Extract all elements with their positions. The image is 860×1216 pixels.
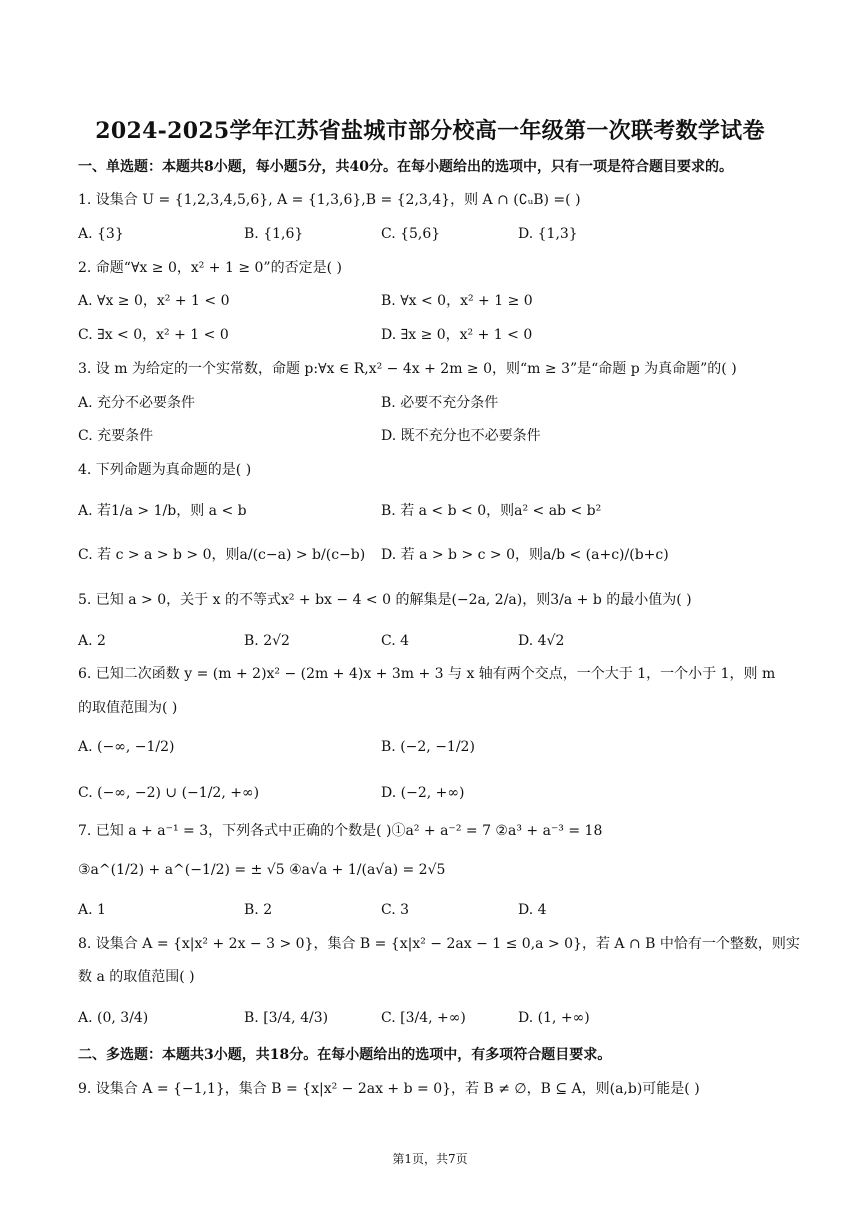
section-multiple-choice-header: 二、多选题：本题共3小题，共18分。在每小题给出的选项中，有多项符合题目要求。	[78, 1047, 612, 1063]
question-6-stem-line-1: 6. 已知二次函数 y = (m + 2)x² − (2m + 4)x + 3m + 3 与 x 轴有两个交点，一个大于 1，一个小于 1，则 m	[78, 666, 776, 682]
question-7-option-c: C. 3	[381, 902, 410, 918]
question-8-option-c: C. [3/4, +∞)	[381, 1010, 466, 1026]
question-5-option-d: D. 4√2	[518, 633, 565, 649]
question-7-stem-line-1: 7. 已知 a + a⁻¹ = 3，下列各式中正确的个数是( )①a² + a⁻² = 7 ②a³ + a⁻³ = 18	[78, 823, 603, 839]
question-3-stem: 3. 设 m 为给定的一个实常数，命题 p:∀x ∈ R,x² − 4x + 2m ≥ 0，则“m ≥ 3”是“命题 p 为真命题”的( )	[78, 361, 737, 377]
question-4-option-c: C. 若 c > a > b > 0，则a/(c−a) > b/(c−b)	[78, 547, 366, 563]
question-6-option-a: A. (−∞, −1/2)	[78, 739, 175, 755]
question-2-option-c: C. ∃x < 0，x² + 1 < 0	[78, 327, 229, 343]
question-2-stem: 2. 命题“∀x ≥ 0，x² + 1 ≥ 0”的否定是( )	[78, 260, 342, 276]
question-6-option-b: B. (−2, −1/2)	[381, 739, 475, 755]
question-4-option-b: B. 若 a < b < 0，则a² < ab < b²	[381, 503, 602, 519]
question-8-stem-line-2: 数 a 的取值范围( )	[78, 969, 195, 985]
question-5-option-b: B. 2√2	[244, 633, 290, 649]
question-3-option-c: C. 充要条件	[78, 428, 154, 444]
question-2-option-a: A. ∀x ≥ 0，x² + 1 < 0	[78, 293, 230, 309]
question-1-option-d: D. {1,3}	[518, 226, 578, 242]
page-title: 2024-2025学年江苏省盐城市部分校高一年级第一次联考数学试卷	[95, 118, 765, 144]
page-footer: 第1页，共7页	[392, 1152, 468, 1166]
question-1-stem: 1. 设集合 U = {1,2,3,4,5,6}, A = {1,3,6},B = {2,3,4}，则 A ∩ (∁ᵤB) =( )	[78, 192, 581, 208]
question-6-stem-line-2: 的取值范围为( )	[78, 700, 178, 716]
question-2-option-b: B. ∀x < 0，x² + 1 ≥ 0	[381, 293, 533, 309]
question-1-option-c: C. {5,6}	[381, 226, 441, 242]
question-8-option-a: A. (0, 3/4)	[78, 1010, 149, 1026]
question-4-stem: 4. 下列命题为真命题的是( )	[78, 462, 252, 478]
question-5-option-a: A. 2	[78, 633, 106, 649]
question-4-option-a: A. 若1/a > 1/b，则 a < b	[78, 503, 247, 519]
question-7-option-a: A. 1	[78, 902, 106, 918]
question-1-option-b: B. {1,6}	[244, 226, 304, 242]
question-6-option-c: C. (−∞, −2) ∪ (−1/2, +∞)	[78, 785, 260, 801]
question-5-stem: 5. 已知 a > 0，关于 x 的不等式x² + bx − 4 < 0 的解集是(−2a, 2/a)，则3/a + b 的最小值为( )	[78, 592, 692, 608]
section-single-choice-header: 一、单选题：本题共8小题，每小题5分，共40分。在每小题给出的选项中，只有一项是符合题目要求的。	[78, 159, 733, 175]
question-7-option-d: D. 4	[518, 902, 547, 918]
question-3-option-b: B. 必要不充分条件	[381, 395, 499, 411]
question-2-option-d: D. ∃x ≥ 0，x² + 1 < 0	[381, 327, 533, 343]
question-7-option-b: B. 2	[244, 902, 273, 918]
question-3-option-d: D. 既不充分也不必要条件	[381, 428, 541, 444]
question-1-option-a: A. {3}	[78, 226, 124, 242]
question-8-option-d: D. (1, +∞)	[518, 1010, 590, 1026]
question-9-stem: 9. 设集合 A = {−1,1}，集合 B = {x|x² − 2ax + b = 0}，若 B ≠ ∅，B ⊆ A，则(a,b)可能是( )	[78, 1081, 700, 1097]
question-3-option-a: A. 充分不必要条件	[78, 395, 196, 411]
question-8-option-b: B. [3/4, 4/3)	[244, 1010, 329, 1026]
question-6-option-d: D. (−2, +∞)	[381, 785, 465, 801]
question-4-option-d: D. 若 a > b > c > 0，则a/b < (a+c)/(b+c)	[381, 547, 669, 563]
question-5-option-c: C. 4	[381, 633, 410, 649]
question-7-stem-line-2: ③a^(1/2) + a^(−1/2) = ± √5 ④a√a + 1/(a√a) = 2√5	[78, 862, 446, 878]
question-8-stem-line-1: 8. 设集合 A = {x|x² + 2x − 3 > 0}，集合 B = {x|x² − 2ax − 1 ≤ 0,a > 0}，若 A ∩ B 中恰有一个整数，则实	[78, 936, 800, 952]
